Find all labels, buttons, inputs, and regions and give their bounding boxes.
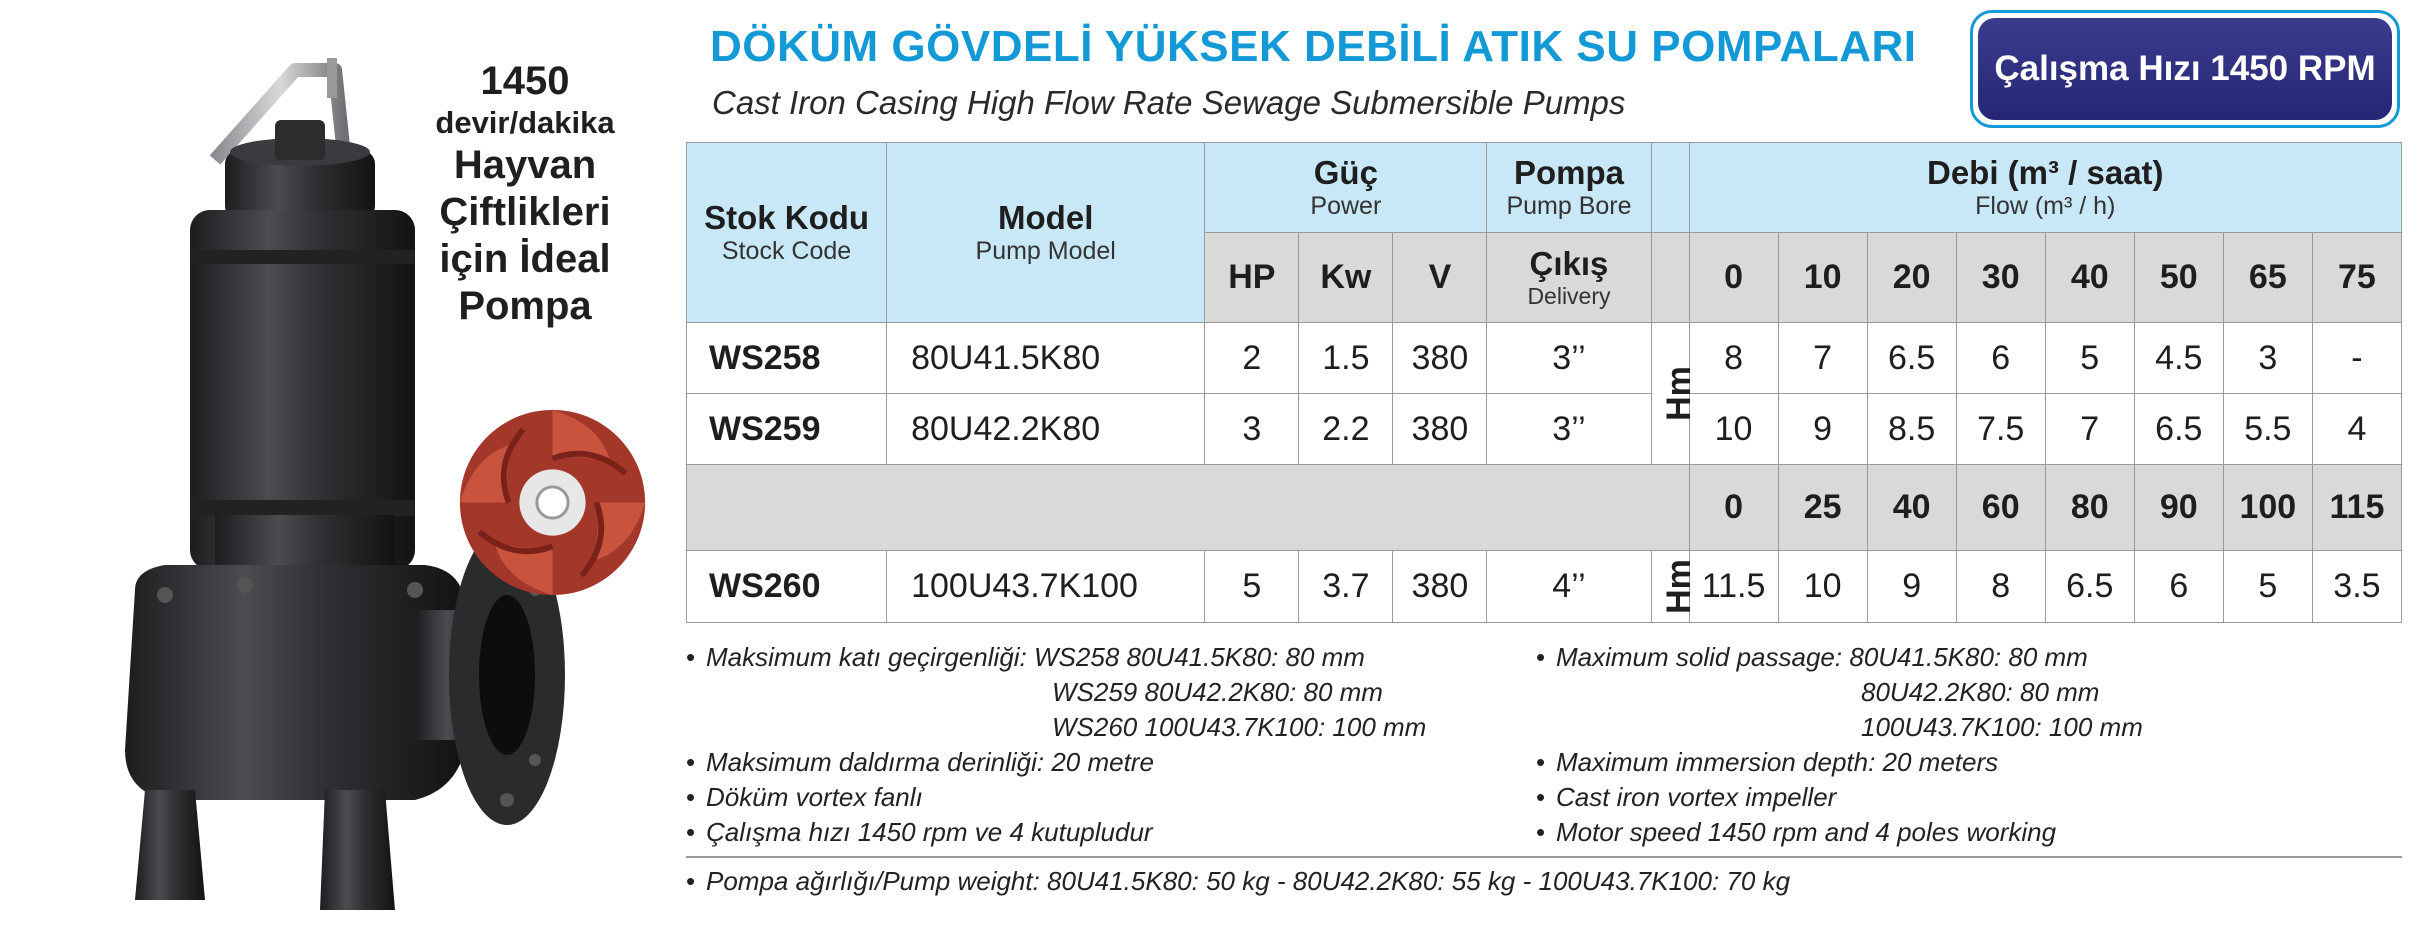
model-name: 80U42.2K80 <box>887 394 1205 465</box>
model-name: 100U43.7K100 <box>887 551 1205 623</box>
header-v: V <box>1393 233 1487 323</box>
flow-col: 25 <box>1778 465 1867 551</box>
flow-subheader-spacer <box>687 465 1690 551</box>
head-value: 5.5 <box>2223 394 2312 465</box>
table-row <box>687 323 2402 394</box>
flow-col: 100 <box>2223 465 2312 551</box>
header-bore-sub: Pump Bore <box>1506 192 1632 221</box>
note-text: Maximum immersion depth: 20 meters <box>1556 747 1999 777</box>
note-item <box>1536 780 2143 815</box>
notes-tr <box>686 640 1426 850</box>
slogan-line: Hayvan <box>453 142 597 187</box>
speed-badge-label: Çalışma Hızı 1450 RPM <box>1978 18 2392 120</box>
head-value: 6.5 <box>1867 323 1956 394</box>
note-text: Motor speed 1450 rpm and 4 poles working <box>1556 817 2057 847</box>
head-value: 9 <box>1778 394 1867 465</box>
header-delivery <box>1487 233 1651 323</box>
slogan <box>390 58 660 331</box>
bullet-icon: • <box>686 782 696 812</box>
header-spacer <box>1651 233 1689 323</box>
voltage-value: 380 <box>1393 394 1487 465</box>
note-item <box>686 710 1426 745</box>
speed-badge <box>1970 10 2400 128</box>
note-item <box>1536 745 2143 780</box>
bullet-icon: • <box>1536 642 1546 672</box>
header-flow-sub: Flow (m³ / h) <box>1975 192 2116 221</box>
impeller-image <box>455 405 650 600</box>
note-text: Cast iron vortex impeller <box>1556 782 1837 812</box>
bore-value: 3’’ <box>1487 394 1651 465</box>
head-value: 10 <box>1689 394 1778 465</box>
flow-col: 40 <box>2045 233 2134 323</box>
page-title: DÖKÜM GÖVDELİ YÜKSEK DEBİLİ ATIK SU POMPALARI <box>710 22 1917 71</box>
bullet-icon: • <box>1536 817 1546 847</box>
note-item <box>686 675 1426 710</box>
header-bore <box>1487 143 1651 233</box>
note-value: 80U42.2K80: 80 mm <box>1861 677 2100 707</box>
note-item <box>686 640 1426 675</box>
header-flow-label: Debi (m³ / saat) <box>1926 153 2164 191</box>
head-value: 7 <box>2045 394 2134 465</box>
note-item <box>686 780 1426 815</box>
kw-value: 2.2 <box>1299 394 1393 465</box>
header-stock-label: Stok Kodu <box>704 198 870 236</box>
spec-table <box>686 142 2402 623</box>
table-row <box>687 551 2402 623</box>
header-model <box>887 143 1205 323</box>
voltage-value: 380 <box>1393 551 1487 623</box>
head-value: 7.5 <box>1956 394 2045 465</box>
head-value: 4 <box>2312 394 2401 465</box>
head-value: 6.5 <box>2045 551 2134 623</box>
flow-col: 40 <box>1867 465 1956 551</box>
header-model-label: Model <box>998 198 1094 236</box>
head-value: 6.5 <box>2134 394 2223 465</box>
head-value: 6 <box>2134 551 2223 623</box>
header-stock-sub: Stock Code <box>721 237 852 266</box>
stock-code: WS259 <box>687 394 887 465</box>
flow-col: 30 <box>1956 233 2045 323</box>
header-delivery-sub: Delivery <box>1527 282 1611 309</box>
note-item <box>1536 815 2143 850</box>
bullet-icon: • <box>1536 782 1546 812</box>
flow-col: 65 <box>2223 233 2312 323</box>
head-value: 8 <box>1956 551 2045 623</box>
flow-col: 0 <box>1689 233 1778 323</box>
flow-col: 0 <box>1689 465 1778 551</box>
header-model-sub: Pump Model <box>975 237 1116 266</box>
flow-col: 115 <box>2312 465 2401 551</box>
header-flow <box>1689 143 2401 233</box>
bore-value: 4’’ <box>1487 551 1651 623</box>
voltage-value: 380 <box>1393 323 1487 394</box>
bore-value: 3’’ <box>1487 323 1651 394</box>
head-value: 11.5 <box>1689 551 1778 623</box>
table-row <box>687 394 2402 465</box>
note-item <box>1536 710 2143 745</box>
kw-value: 3.7 <box>1299 551 1393 623</box>
hm-label-text: Hm <box>1659 366 1698 421</box>
slogan-line: için İdeal <box>439 237 611 282</box>
bullet-icon: • <box>1536 747 1546 777</box>
note-value: WS258 80U41.5K80: 80 mm <box>1034 642 1365 672</box>
notes-en <box>1536 640 2143 850</box>
stock-code: WS260 <box>687 551 887 623</box>
head-value: 3.5 <box>2312 551 2401 623</box>
bullet-icon: • <box>686 642 696 672</box>
head-value: 6 <box>1956 323 2045 394</box>
head-value: 8 <box>1689 323 1778 394</box>
flow-col: 75 <box>2312 233 2401 323</box>
head-value: 3 <box>2223 323 2312 394</box>
note-value: 100U43.7K100: 100 mm <box>1861 712 2143 742</box>
header-delivery-label: Çıkış <box>1529 245 1609 283</box>
note-text: Çalışma hızı 1450 rpm ve 4 kutupludur <box>706 817 1153 847</box>
bullet-icon: • <box>686 866 696 896</box>
bullet-icon: • <box>686 817 696 847</box>
head-value: 4.5 <box>2134 323 2223 394</box>
slogan-line: Pompa <box>458 284 592 329</box>
header-power <box>1205 143 1487 233</box>
kw-value: 1.5 <box>1299 323 1393 394</box>
hm-label-text: Hm <box>1659 559 1698 614</box>
hp-value: 2 <box>1205 323 1299 394</box>
stock-code: WS258 <box>687 323 887 394</box>
header-hp: HP <box>1205 233 1299 323</box>
weight-note <box>686 864 1790 899</box>
model-name: 80U41.5K80 <box>887 323 1205 394</box>
hm-label <box>1651 551 1698 623</box>
header-spacer <box>1651 143 1689 233</box>
note-value: WS260 100U43.7K100: 100 mm <box>1052 712 1427 742</box>
flow-col: 80 <box>2045 465 2134 551</box>
slogan-unit: devir/dakika <box>435 105 615 141</box>
header-bore-label: Pompa <box>1513 153 1624 191</box>
divider <box>686 856 2402 858</box>
flow-col: 20 <box>1867 233 1956 323</box>
page-subtitle: Cast Iron Casing High Flow Rate Sewage Submersible Pumps <box>712 84 1626 121</box>
flow-col: 10 <box>1778 233 1867 323</box>
note-label: Maximum solid passage: <box>1556 642 1843 672</box>
flow-col: 90 <box>2134 465 2223 551</box>
note-text: Döküm vortex fanlı <box>706 782 923 812</box>
note-item <box>686 745 1426 780</box>
head-value: - <box>2312 323 2401 394</box>
header-power-sub: Power <box>1310 192 1382 221</box>
header-stock-code <box>687 143 887 323</box>
head-value: 7 <box>1778 323 1867 394</box>
head-value: 10 <box>1778 551 1867 623</box>
head-value: 8.5 <box>1867 394 1956 465</box>
head-value: 5 <box>2045 323 2134 394</box>
hm-label <box>1651 323 1698 465</box>
flow-col: 50 <box>2134 233 2223 323</box>
head-value: 5 <box>2223 551 2312 623</box>
bullet-icon: • <box>686 747 696 777</box>
header-power-label: Güç <box>1313 153 1378 191</box>
flow-col: 60 <box>1956 465 2045 551</box>
note-text: Pompa ağırlığı/Pump weight: 80U41.5K80: 50 kg - 80U42.2K80: 55 kg - 100U43.7K100: 70 kg <box>706 866 1791 896</box>
note-label: Maksimum katı geçirgenliği: <box>706 642 1027 672</box>
note-value: 80U41.5K80: 80 mm <box>1849 642 2088 672</box>
note-item <box>686 864 1790 899</box>
hp-value: 5 <box>1205 551 1299 623</box>
head-value: 9 <box>1867 551 1956 623</box>
hp-value: 3 <box>1205 394 1299 465</box>
note-text: Maksimum daldırma derinliği: 20 metre <box>706 747 1154 777</box>
header-kw: Kw <box>1299 233 1393 323</box>
slogan-line: Çiftlikleri <box>439 189 611 234</box>
note-item <box>686 815 1426 850</box>
note-value: WS259 80U42.2K80: 80 mm <box>1052 677 1383 707</box>
slogan-rpm: 1450 <box>480 59 570 103</box>
note-item <box>1536 675 2143 710</box>
note-item <box>1536 640 2143 675</box>
